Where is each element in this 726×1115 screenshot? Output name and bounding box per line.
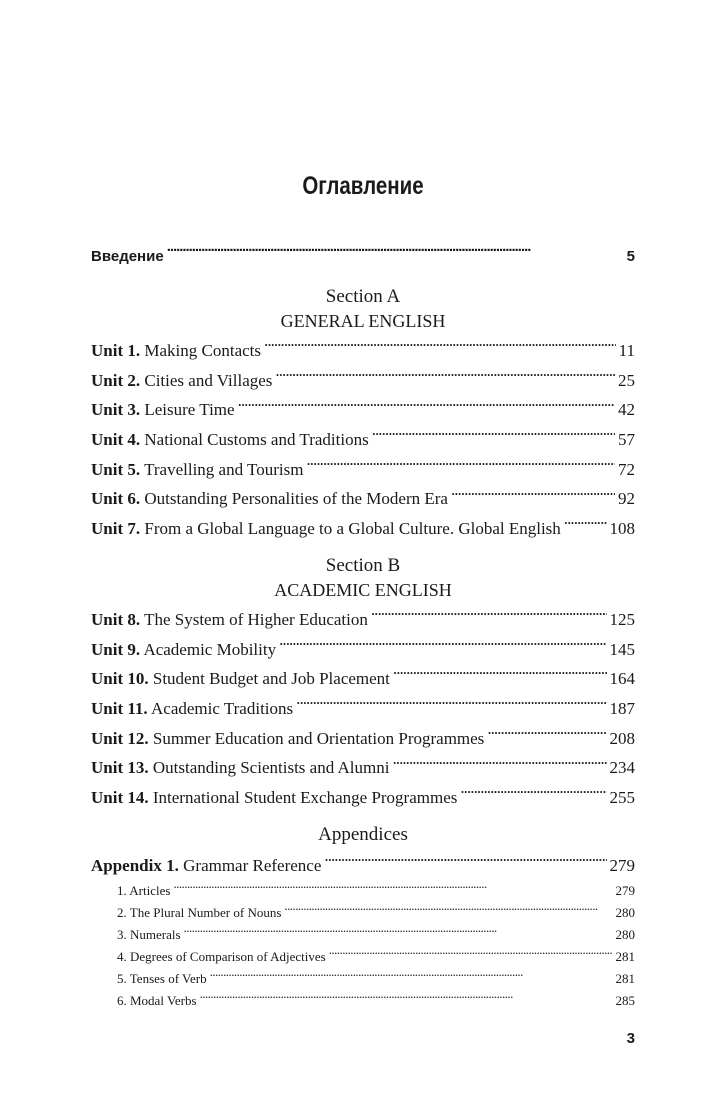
entry-label: [91, 783, 457, 813]
entry-title: 5. Tenses of Verb: [117, 971, 207, 987]
entry-page: 280: [615, 927, 635, 943]
entry-number: Unit 2.: [91, 370, 141, 390]
entry-title: International Student Exchange Programmes: [152, 787, 458, 807]
entry-label: [91, 336, 261, 366]
dot-leader: [329, 948, 613, 961]
entry-title: 3. Numerals: [117, 927, 181, 943]
entry-page: 280: [615, 905, 635, 921]
entry-page: 187: [609, 698, 635, 718]
entry-page: 208: [609, 728, 635, 748]
entry-page: 279: [609, 855, 635, 875]
page-number: 3: [626, 1030, 635, 1047]
entry-label: [91, 514, 561, 544]
section-a-heading: [91, 285, 635, 333]
dot-leader: [487, 727, 606, 744]
toc-subentry-1: [91, 880, 635, 902]
page-title: Оглавление: [302, 172, 424, 200]
entry-page: 125: [609, 609, 635, 629]
appendices-list: [91, 851, 635, 1013]
entry-title: Введение: [91, 248, 164, 265]
dot-leader: [210, 970, 613, 983]
section-title: Appendices: [318, 823, 408, 845]
dot-leader: [184, 926, 613, 939]
entry-page: 108: [609, 519, 635, 539]
toc-entry-unit-7: [91, 514, 635, 544]
entry-number: Unit 1.: [91, 341, 141, 360]
toc-entry-unit-8: [91, 605, 635, 635]
entry-label: [91, 395, 235, 425]
dot-leader: [372, 428, 615, 445]
entry-label: [91, 484, 448, 514]
entry-label: [91, 851, 321, 881]
dot-leader: [296, 697, 606, 714]
entry-page: 5: [626, 248, 635, 265]
entry-title: Summer Education and Orientation Programmes: [152, 728, 485, 748]
entry-number: Unit 12.: [91, 728, 149, 748]
entry-number: Unit 3.: [91, 400, 141, 420]
entry-page: 92: [618, 489, 635, 509]
entry-number: Unit 6.: [91, 489, 141, 509]
toc-entry-unit-13: [91, 753, 635, 783]
toc-entry-unit-1: [91, 336, 635, 366]
entry-title: From a Global Language to a Global Culture. Global English: [144, 519, 561, 539]
dot-leader: [238, 398, 615, 415]
toc-entry-unit-3: [91, 395, 635, 425]
entry-title: Grammar Reference: [183, 855, 322, 875]
entry-page: 57: [618, 430, 635, 450]
dot-leader: [279, 638, 606, 655]
entry-number: Unit 5.: [91, 459, 141, 479]
dot-leader: [200, 992, 613, 1005]
entry-number: Unit 8.: [91, 609, 141, 629]
toc-entry-unit-6: [91, 484, 635, 514]
entry-title: 2. The Plural Number of Nouns: [117, 905, 282, 921]
entry-label: [91, 694, 293, 724]
appendices-heading: [91, 823, 635, 847]
dot-leader: [275, 369, 615, 386]
entry-page: 145: [609, 639, 635, 659]
entry-label: [91, 635, 276, 665]
entry-page: 234: [609, 758, 635, 778]
dot-leader: [284, 904, 612, 917]
toc-entry-introduction: [91, 243, 635, 271]
entry-title: National Customs and Traditions: [144, 430, 369, 450]
entry-number: Appendix 1.: [91, 855, 179, 875]
entry-page: 285: [615, 993, 635, 1009]
entry-number: Unit 13.: [91, 758, 149, 778]
section-subtitle: ACADEMIC ENGLISH: [274, 579, 452, 600]
entry-page: 42: [618, 400, 635, 420]
entry-label: [91, 425, 369, 455]
entry-title: Academic Mobility: [143, 639, 277, 659]
entry-label: [91, 366, 272, 396]
entry-page: 279: [615, 883, 635, 899]
dot-leader: [564, 517, 607, 534]
section-b-units: [91, 605, 635, 813]
entry-page: 25: [618, 370, 635, 390]
entry-title: Outstanding Personalities of the Modern Era: [144, 489, 448, 509]
toc-entry-unit-4: [91, 425, 635, 455]
entry-label: [91, 455, 303, 485]
toc-subentry-6: [91, 990, 635, 1012]
toc-subentry-4: [91, 946, 635, 968]
entry-page: 281: [615, 949, 635, 965]
dot-leader: [167, 246, 624, 261]
entry-title: 6. Modal Verbs: [117, 993, 197, 1009]
toc-entry-unit-14: [91, 783, 635, 813]
entry-title: Leisure Time: [144, 400, 235, 420]
section-b-heading: [91, 554, 635, 602]
dot-leader: [173, 882, 612, 895]
entry-title: Travelling and Tourism: [144, 459, 304, 479]
entry-label: [91, 664, 390, 694]
dot-leader: [393, 667, 607, 684]
toc-subentry-3: [91, 924, 635, 946]
entry-title: The System of Higher Education: [144, 609, 368, 629]
table-of-contents: [91, 243, 635, 1012]
entry-page: 164: [609, 669, 635, 689]
entry-number: Unit 4.: [91, 430, 141, 450]
entry-page: 255: [609, 787, 635, 807]
entry-label: [91, 605, 368, 635]
section-a-units: [91, 336, 635, 544]
toc-entry-unit-9: [91, 635, 635, 665]
dot-leader: [371, 608, 607, 625]
toc-subentry-2: [91, 902, 635, 924]
entry-number: Unit 9.: [91, 639, 141, 659]
entry-title: 1. Articles: [117, 883, 171, 899]
entry-label: [91, 753, 389, 783]
toc-entry-appendix-1: [91, 851, 635, 881]
toc-entry-unit-12: [91, 724, 635, 754]
entry-number: Unit 7.: [91, 519, 141, 539]
section-title: Section B: [325, 554, 401, 576]
entry-number: Unit 14.: [91, 787, 149, 807]
dot-leader: [392, 756, 606, 773]
toc-subentry-5: [91, 968, 635, 990]
entry-title: Academic Traditions: [151, 698, 294, 718]
entry-title: Making Contacts: [144, 341, 262, 360]
dot-leader: [451, 487, 615, 504]
dot-leader: [306, 458, 615, 475]
entry-page: 72: [618, 459, 635, 479]
entry-title: Student Budget and Job Placement: [152, 669, 390, 689]
entry-title: Cities and Villages: [144, 370, 273, 390]
section-title: Section A: [325, 286, 401, 307]
dot-leader: [324, 854, 606, 871]
entry-number: Unit 11.: [91, 698, 148, 718]
toc-entry-unit-5: [91, 455, 635, 485]
dot-leader: [264, 339, 616, 356]
section-subtitle: GENERAL ENGLISH: [280, 311, 446, 331]
entry-title: Outstanding Scientists and Alumni: [152, 758, 390, 778]
toc-entry-unit-2: [91, 366, 635, 396]
entry-title: 4. Degrees of Comparison of Adjectives: [117, 949, 326, 965]
entry-page: 11: [618, 341, 635, 360]
entry-number: Unit 10.: [91, 669, 149, 689]
toc-entry-unit-11: [91, 694, 635, 724]
entry-page: 281: [615, 971, 635, 987]
dot-leader: [460, 786, 606, 803]
toc-entry-unit-10: [91, 664, 635, 694]
entry-label: [91, 724, 484, 754]
